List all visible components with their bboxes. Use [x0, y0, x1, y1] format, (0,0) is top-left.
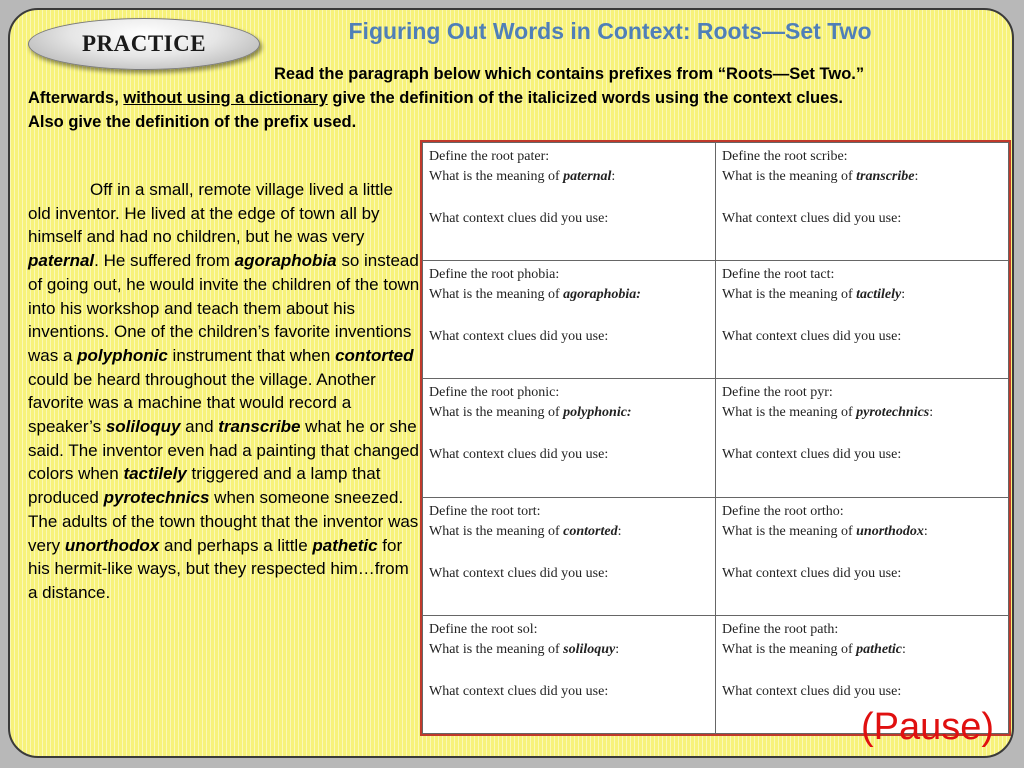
- table-row: [423, 379, 1009, 497]
- root-prompt: Define the root pater:: [429, 149, 550, 164]
- table-row: [423, 143, 1009, 261]
- meaning-prompt: [722, 403, 1002, 423]
- meaning-label: What is the meaning of: [722, 169, 857, 184]
- clues-prompt: What context clues did you use:: [429, 211, 609, 226]
- root-prompt: Define the root scribe:: [722, 149, 848, 164]
- meaning-prompt: [429, 167, 709, 187]
- story-text: and perhaps a little: [159, 535, 313, 555]
- cell-term: polyphonic:: [563, 405, 632, 421]
- root-prompt: Define the root phonic:: [429, 385, 560, 401]
- worksheet-cell[interactable]: [423, 615, 716, 733]
- term-suffix: :: [615, 641, 620, 657]
- worksheet-cell[interactable]: [423, 379, 716, 497]
- story-paragraph: [28, 178, 420, 605]
- story-text: and: [180, 417, 219, 437]
- clues-prompt: What context clues did you use:: [722, 329, 902, 345]
- cell-term: unorthodox: [856, 523, 924, 539]
- cell-term: agoraphobia:: [563, 287, 641, 303]
- meaning-label: What is the meaning of: [722, 641, 857, 657]
- root-prompt: Define the root path:: [722, 621, 839, 637]
- clues-prompt: What context clues did you use:: [722, 683, 902, 699]
- term-suffix: :: [617, 523, 622, 539]
- instructions-text: Afterwards,: [28, 89, 124, 107]
- clues-prompt: What context clues did you use:: [722, 447, 902, 463]
- meaning-prompt: [429, 640, 709, 660]
- root-prompt: Define the root pyr:: [722, 385, 833, 401]
- clues-prompt: What context clues did you use:: [722, 211, 902, 226]
- pause-label: (Pause): [860, 706, 994, 748]
- meaning-label: What is the meaning of: [722, 287, 857, 303]
- worksheet-cell[interactable]: [716, 143, 1009, 261]
- clues-prompt: What context clues did you use:: [429, 683, 609, 699]
- clues-prompt: What context clues did you use:: [722, 565, 902, 581]
- cell-term: pyrotechnics: [856, 405, 930, 421]
- meaning-prompt: [429, 522, 709, 542]
- meaning-prompt: [429, 403, 709, 423]
- meaning-label: What is the meaning of: [429, 405, 564, 421]
- clues-prompt: What context clues did you use:: [429, 447, 609, 463]
- story-text: . He suffered from: [94, 251, 235, 271]
- meaning-label: What is the meaning of: [429, 523, 564, 539]
- meaning-prompt: [722, 640, 1002, 660]
- meaning-label: What is the meaning of: [429, 641, 564, 657]
- story-text: instrument that when: [167, 345, 336, 365]
- term-suffix: :: [923, 523, 928, 539]
- cell-term: pathetic: [856, 641, 903, 657]
- root-prompt: Define the root ortho:: [722, 503, 844, 519]
- vocab-word: soliloquy: [105, 417, 181, 437]
- vocab-word: contorted: [335, 345, 414, 365]
- vocab-word: paternal: [28, 251, 95, 271]
- story-text: for his hermit-like ways, but they respected him…from a distance.: [28, 535, 409, 602]
- vocab-word: unorthodox: [64, 535, 160, 555]
- instructions-line-3: Also give the definition of the prefix used.: [28, 113, 357, 131]
- cell-term: tactilely: [856, 287, 902, 303]
- slide-title: Figuring Out Words in Context: Roots—Set Two: [348, 18, 872, 44]
- meaning-prompt: [722, 285, 1002, 305]
- story-text: so instead of going out, he would invite the children of the town into his workshop and teach them about his inventions. One of the children’s favorite inventions was a: [28, 251, 420, 365]
- worksheet-table: [420, 140, 1011, 736]
- root-prompt: Define the root tort:: [429, 503, 541, 519]
- instructions-line-1: Read the paragraph below which contains prefixes from “Roots—Set Two.”: [274, 65, 865, 83]
- vocab-word: transcribe: [218, 417, 301, 437]
- story-text: could be heard throughout the village. Another favorite was a machine that would record a speaker’s: [28, 369, 376, 437]
- story-text: when someone sneezed. The adults of the town thought that the inventor was very: [28, 488, 419, 555]
- worksheet-cell[interactable]: [716, 261, 1009, 379]
- vocab-word: pathetic: [312, 535, 378, 555]
- meaning-label: What is the meaning of: [722, 405, 857, 421]
- term-suffix: :: [929, 405, 934, 421]
- instructions: [28, 62, 1014, 134]
- clues-prompt: What context clues did you use:: [429, 565, 609, 581]
- meaning-label: What is the meaning of: [429, 169, 564, 184]
- term-suffix: :: [914, 169, 919, 184]
- vocab-word: polyphonic: [77, 345, 168, 365]
- table-row: [423, 497, 1009, 615]
- cell-term: paternal: [563, 169, 612, 184]
- cell-term: soliloquy: [563, 641, 616, 657]
- clues-prompt: What context clues did you use:: [429, 329, 609, 345]
- vocab-word: pyrotechnics: [103, 488, 210, 508]
- cell-term: contorted: [563, 523, 618, 539]
- term-suffix: :: [902, 641, 906, 657]
- root-prompt: Define the root sol:: [429, 621, 538, 637]
- meaning-prompt: [722, 522, 1002, 542]
- table-row: [423, 261, 1009, 379]
- slide: [8, 8, 1014, 758]
- worksheet-cell[interactable]: [423, 261, 716, 379]
- meaning-label: What is the meaning of: [429, 287, 564, 303]
- story-text: what he or she said. The inventor even had a painting that changed colors when: [28, 417, 419, 484]
- instructions-text: give the definition of the italicized words using the context clues.: [327, 89, 844, 107]
- root-prompt: Define the root tact:: [722, 267, 835, 283]
- meaning-prompt: [722, 167, 1002, 187]
- meaning-prompt: [429, 285, 709, 305]
- worksheet-cell[interactable]: [716, 379, 1009, 497]
- term-suffix: :: [611, 169, 616, 184]
- worksheet-cell[interactable]: [716, 497, 1009, 615]
- vocab-word: agoraphobia: [234, 251, 337, 271]
- practice-badge: PRACTICE: [28, 18, 260, 70]
- root-prompt: Define the root phobia:: [429, 267, 560, 283]
- meaning-label: What is the meaning of: [722, 523, 857, 539]
- term-suffix: :: [901, 287, 906, 303]
- story-text: Off in a small, remote village lived a little old inventor. He lived at the edge of town all by himself and had no children, but he was very: [28, 180, 393, 247]
- instructions-underlined: without using a dictionary: [123, 89, 328, 107]
- story-text: triggered and a lamp that produced: [28, 464, 381, 508]
- worksheet-cell[interactable]: [423, 143, 716, 261]
- cell-term: transcribe: [856, 169, 915, 184]
- worksheet-cell[interactable]: [423, 497, 716, 615]
- vocab-word: tactilely: [123, 464, 187, 484]
